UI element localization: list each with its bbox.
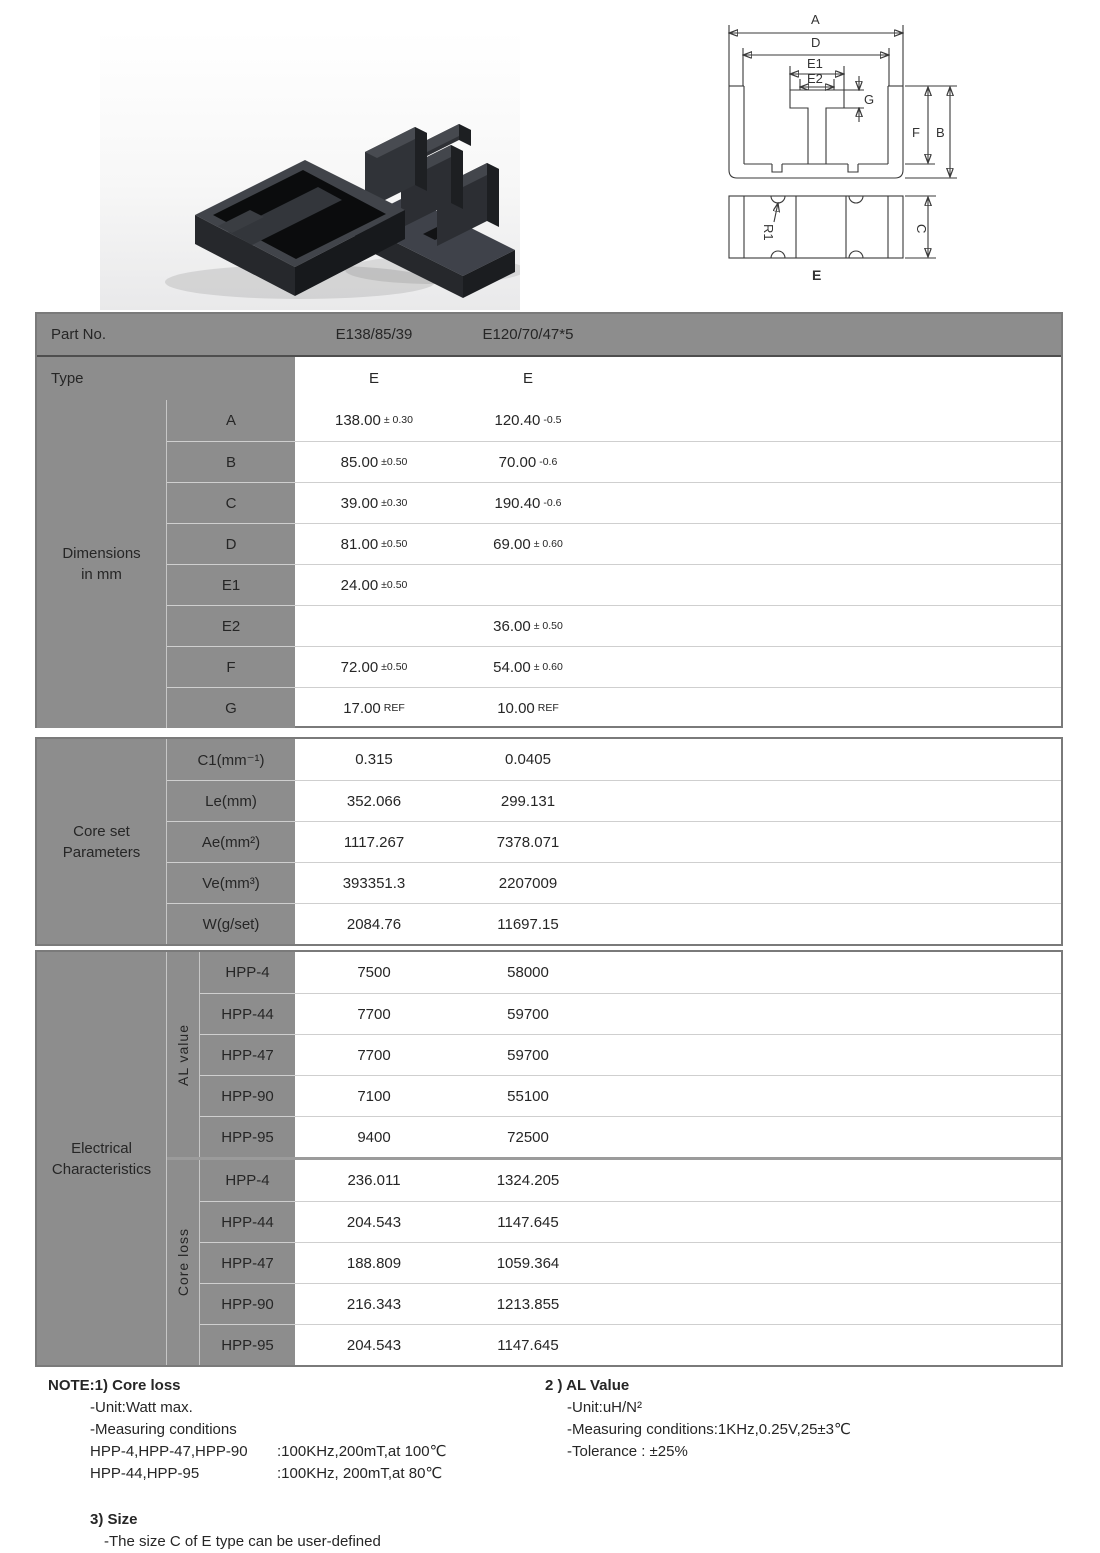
dim-tol-1: ± 0.30 [383, 414, 413, 426]
al-value-1: 9400 [357, 1128, 391, 1146]
dim-value-1: 81.00 [340, 535, 379, 553]
table-row [200, 1116, 1061, 1157]
type-label: Type [37, 357, 295, 400]
param-value-2: 7378.071 [496, 833, 560, 851]
table-row [200, 1034, 1061, 1075]
table-row [167, 821, 1061, 862]
param-name: C1(mm⁻¹) [167, 739, 295, 780]
dim-tol-1: ±0.30 [381, 496, 408, 509]
core-loss-2: 1147.645 [497, 1336, 559, 1354]
type-row [37, 357, 1061, 400]
dim-value-2: 36.00 [493, 617, 531, 635]
table-row [200, 952, 1061, 993]
dim-label-C: C [914, 224, 929, 234]
param-value-2: 11697.15 [497, 915, 559, 933]
part-no-label: Part No. [51, 326, 107, 343]
material-name: HPP-4 [200, 952, 295, 993]
core-set-rows [37, 739, 1061, 944]
material-name: HPP-90 [200, 1284, 295, 1324]
note-condition: HPP-4,HPP-47,HPP-90 :100KHz,200mT,at 100℃ [90, 1443, 447, 1460]
param-value-1: 393351.3 [342, 874, 406, 892]
material-name: HPP-47 [200, 1035, 295, 1075]
param-value-2: 0.0405 [505, 751, 551, 768]
dim-label-D: D [811, 35, 821, 50]
note-core-loss-title: NOTE:1) Core loss [48, 1377, 181, 1394]
dim-tol-2: -0.5 [543, 414, 562, 426]
dimensions-table [35, 312, 1063, 728]
note-line: -The size C of E type can be user-defined [104, 1533, 381, 1550]
param-value-1: 2084.76 [346, 915, 402, 933]
al-value-1: 7500 [357, 964, 391, 981]
note-line: -Unit:Watt max. [90, 1399, 193, 1416]
table-row [167, 564, 1061, 605]
dim-tol-2: -0.6 [543, 496, 562, 509]
note-core-loss [48, 1375, 518, 1553]
param-name: Le(mm) [167, 781, 295, 821]
dim-tol-1: ±0.50 [381, 578, 408, 591]
part-no-row [37, 314, 1061, 357]
table-row [200, 1201, 1061, 1242]
dim-value-1: 85.00 [340, 453, 379, 471]
dim-name: B [167, 442, 295, 482]
param-value-1: 1117.267 [343, 833, 405, 851]
dim-label-G: G [864, 92, 875, 107]
center-leg [790, 90, 844, 164]
dim-value-2: 10.00 [497, 699, 535, 717]
table-row [167, 780, 1061, 821]
table-row [167, 482, 1061, 523]
electrical-header: Electrical Characteristics [37, 952, 167, 1365]
param-name: Ve(mm³) [167, 863, 295, 903]
note-line: -Unit:uH/N² [567, 1399, 643, 1416]
table-row [167, 739, 1061, 780]
table-row [200, 993, 1061, 1034]
table-row [200, 1324, 1061, 1365]
dim-value-2: 120.40 [494, 412, 541, 429]
note-al-value-title: 2 ) AL Value [545, 1377, 630, 1394]
dim-value-1: 24.00 [340, 576, 379, 594]
al-value-2: 55100 [507, 1087, 549, 1105]
dim-tol-2: REF [537, 701, 559, 714]
param-name: W(g/set) [167, 904, 295, 944]
ferrite-cores-render [100, 30, 520, 310]
core-loss-1: 204.543 [346, 1336, 402, 1354]
param-name: Ae(mm²) [167, 822, 295, 862]
dim-name: D [167, 524, 295, 564]
note-line: -Measuring conditions [90, 1421, 237, 1438]
core-set-header: Core set Parameters [37, 739, 167, 944]
al-value-2: 59700 [507, 1046, 549, 1064]
al-value-group-label: AL value [167, 952, 200, 1157]
material-name: HPP-44 [200, 1202, 295, 1242]
dim-tol-1: ±0.50 [381, 455, 408, 468]
param-value-1: 0.315 [355, 751, 393, 768]
table-row [167, 862, 1061, 903]
core-loss-2: 1059.364 [496, 1254, 560, 1272]
material-name: HPP-4 [200, 1160, 295, 1201]
dim-tol-1: ±0.50 [381, 537, 408, 550]
table-row [167, 605, 1061, 646]
material-name: HPP-95 [200, 1117, 295, 1157]
dim-name: E1 [167, 565, 295, 605]
dim-value-1: 72.00 [340, 658, 379, 676]
top-view-outline [729, 196, 903, 258]
core-loss-rows [37, 1160, 1061, 1365]
dimension-rows [37, 400, 1061, 728]
param-value-2: 299.131 [500, 792, 556, 810]
material-name: HPP-47 [200, 1243, 295, 1283]
part-no-col2: E120/70/47*5 [482, 326, 574, 343]
dim-label-E1: E1 [807, 56, 823, 71]
table-row [167, 687, 1061, 728]
table-row [200, 1283, 1061, 1324]
core-loss-2: 1147.645 [497, 1213, 559, 1231]
dim-tol-2: ± 0.50 [533, 619, 563, 632]
note-size-title: 3) Size [90, 1511, 138, 1528]
dim-tol-2: ± 0.60 [533, 660, 563, 673]
dimensions-header: Dimensions in mm [37, 400, 167, 728]
dim-tol-1: REF [383, 701, 405, 714]
product-photo [100, 30, 520, 310]
material-name: HPP-44 [200, 994, 295, 1034]
part-no-col1: E138/85/39 [335, 326, 413, 343]
al-value-rows [37, 952, 1061, 1157]
material-name: HPP-95 [200, 1325, 295, 1365]
al-value-1: 7700 [357, 1046, 391, 1064]
type-col1: E [368, 370, 379, 387]
note-size [48, 1509, 518, 1553]
core-loss-1: 188.809 [346, 1254, 402, 1272]
dim-label-A: A [811, 12, 820, 27]
al-value-1: 7100 [357, 1087, 391, 1105]
dim-label-R1: R1 [761, 224, 776, 241]
note-line: -Measuring conditions:1KHz,0.25V,25±3℃ [567, 1421, 851, 1438]
electrical-table [35, 950, 1063, 1367]
note-al-value [545, 1375, 1005, 1463]
core-loss-group-label: Core loss [167, 1160, 200, 1365]
dim-label-F: F [912, 125, 920, 140]
type-col2: E [522, 370, 533, 387]
param-value-2: 2207009 [498, 874, 558, 892]
dim-name: G [167, 688, 295, 728]
table-row [167, 523, 1061, 564]
core-loss-1: 204.543 [346, 1213, 402, 1231]
dim-tol-2: -0.6 [539, 455, 558, 468]
al-value-2: 58000 [507, 964, 549, 981]
dim-value-2: 70.00 [498, 453, 537, 471]
dim-value-2: 69.00 [493, 535, 531, 553]
table-row [167, 400, 1061, 441]
core-loss-1: 236.011 [347, 1172, 401, 1189]
core-loss-2: 1213.855 [496, 1295, 560, 1313]
dim-name: C [167, 483, 295, 523]
table-row [167, 646, 1061, 687]
dim-label-E2: E2 [807, 71, 823, 86]
dim-value-1: 39.00 [340, 494, 379, 512]
table-row [200, 1242, 1061, 1283]
dim-tol-2: ± 0.60 [533, 537, 563, 550]
dim-tol-1: ±0.50 [381, 660, 408, 673]
param-value-1: 352.066 [346, 792, 402, 810]
table-row [167, 903, 1061, 944]
dim-value-1: 138.00 [334, 412, 381, 429]
note-line: -Tolerance : ±25% [567, 1443, 688, 1460]
material-name: HPP-90 [200, 1076, 295, 1116]
al-value-1: 7700 [357, 1005, 391, 1023]
note-condition: HPP-44,HPP-95 :100KHz, 200mT,at 80℃ [90, 1465, 443, 1482]
dim-name: A [167, 400, 295, 441]
view-label-E: E [812, 267, 822, 283]
table-row [200, 1160, 1061, 1201]
al-value-2: 59700 [507, 1005, 549, 1023]
dimension-diagram [712, 6, 964, 288]
core-loss-1: 216.343 [346, 1295, 402, 1313]
dimension-drawing [712, 6, 964, 288]
dim-name: E2 [167, 606, 295, 646]
dim-value-2: 54.00 [493, 658, 531, 676]
dim-value-1: 17.00 [343, 699, 381, 717]
core-loss-2: 1324.205 [496, 1172, 560, 1189]
dim-label-B: B [936, 125, 945, 140]
table-row [200, 1075, 1061, 1116]
dim-value-2: 190.40 [494, 494, 541, 512]
table-row [167, 441, 1061, 482]
core-set-table [35, 737, 1063, 946]
al-value-2: 72500 [507, 1128, 549, 1146]
dim-name: F [167, 647, 295, 687]
